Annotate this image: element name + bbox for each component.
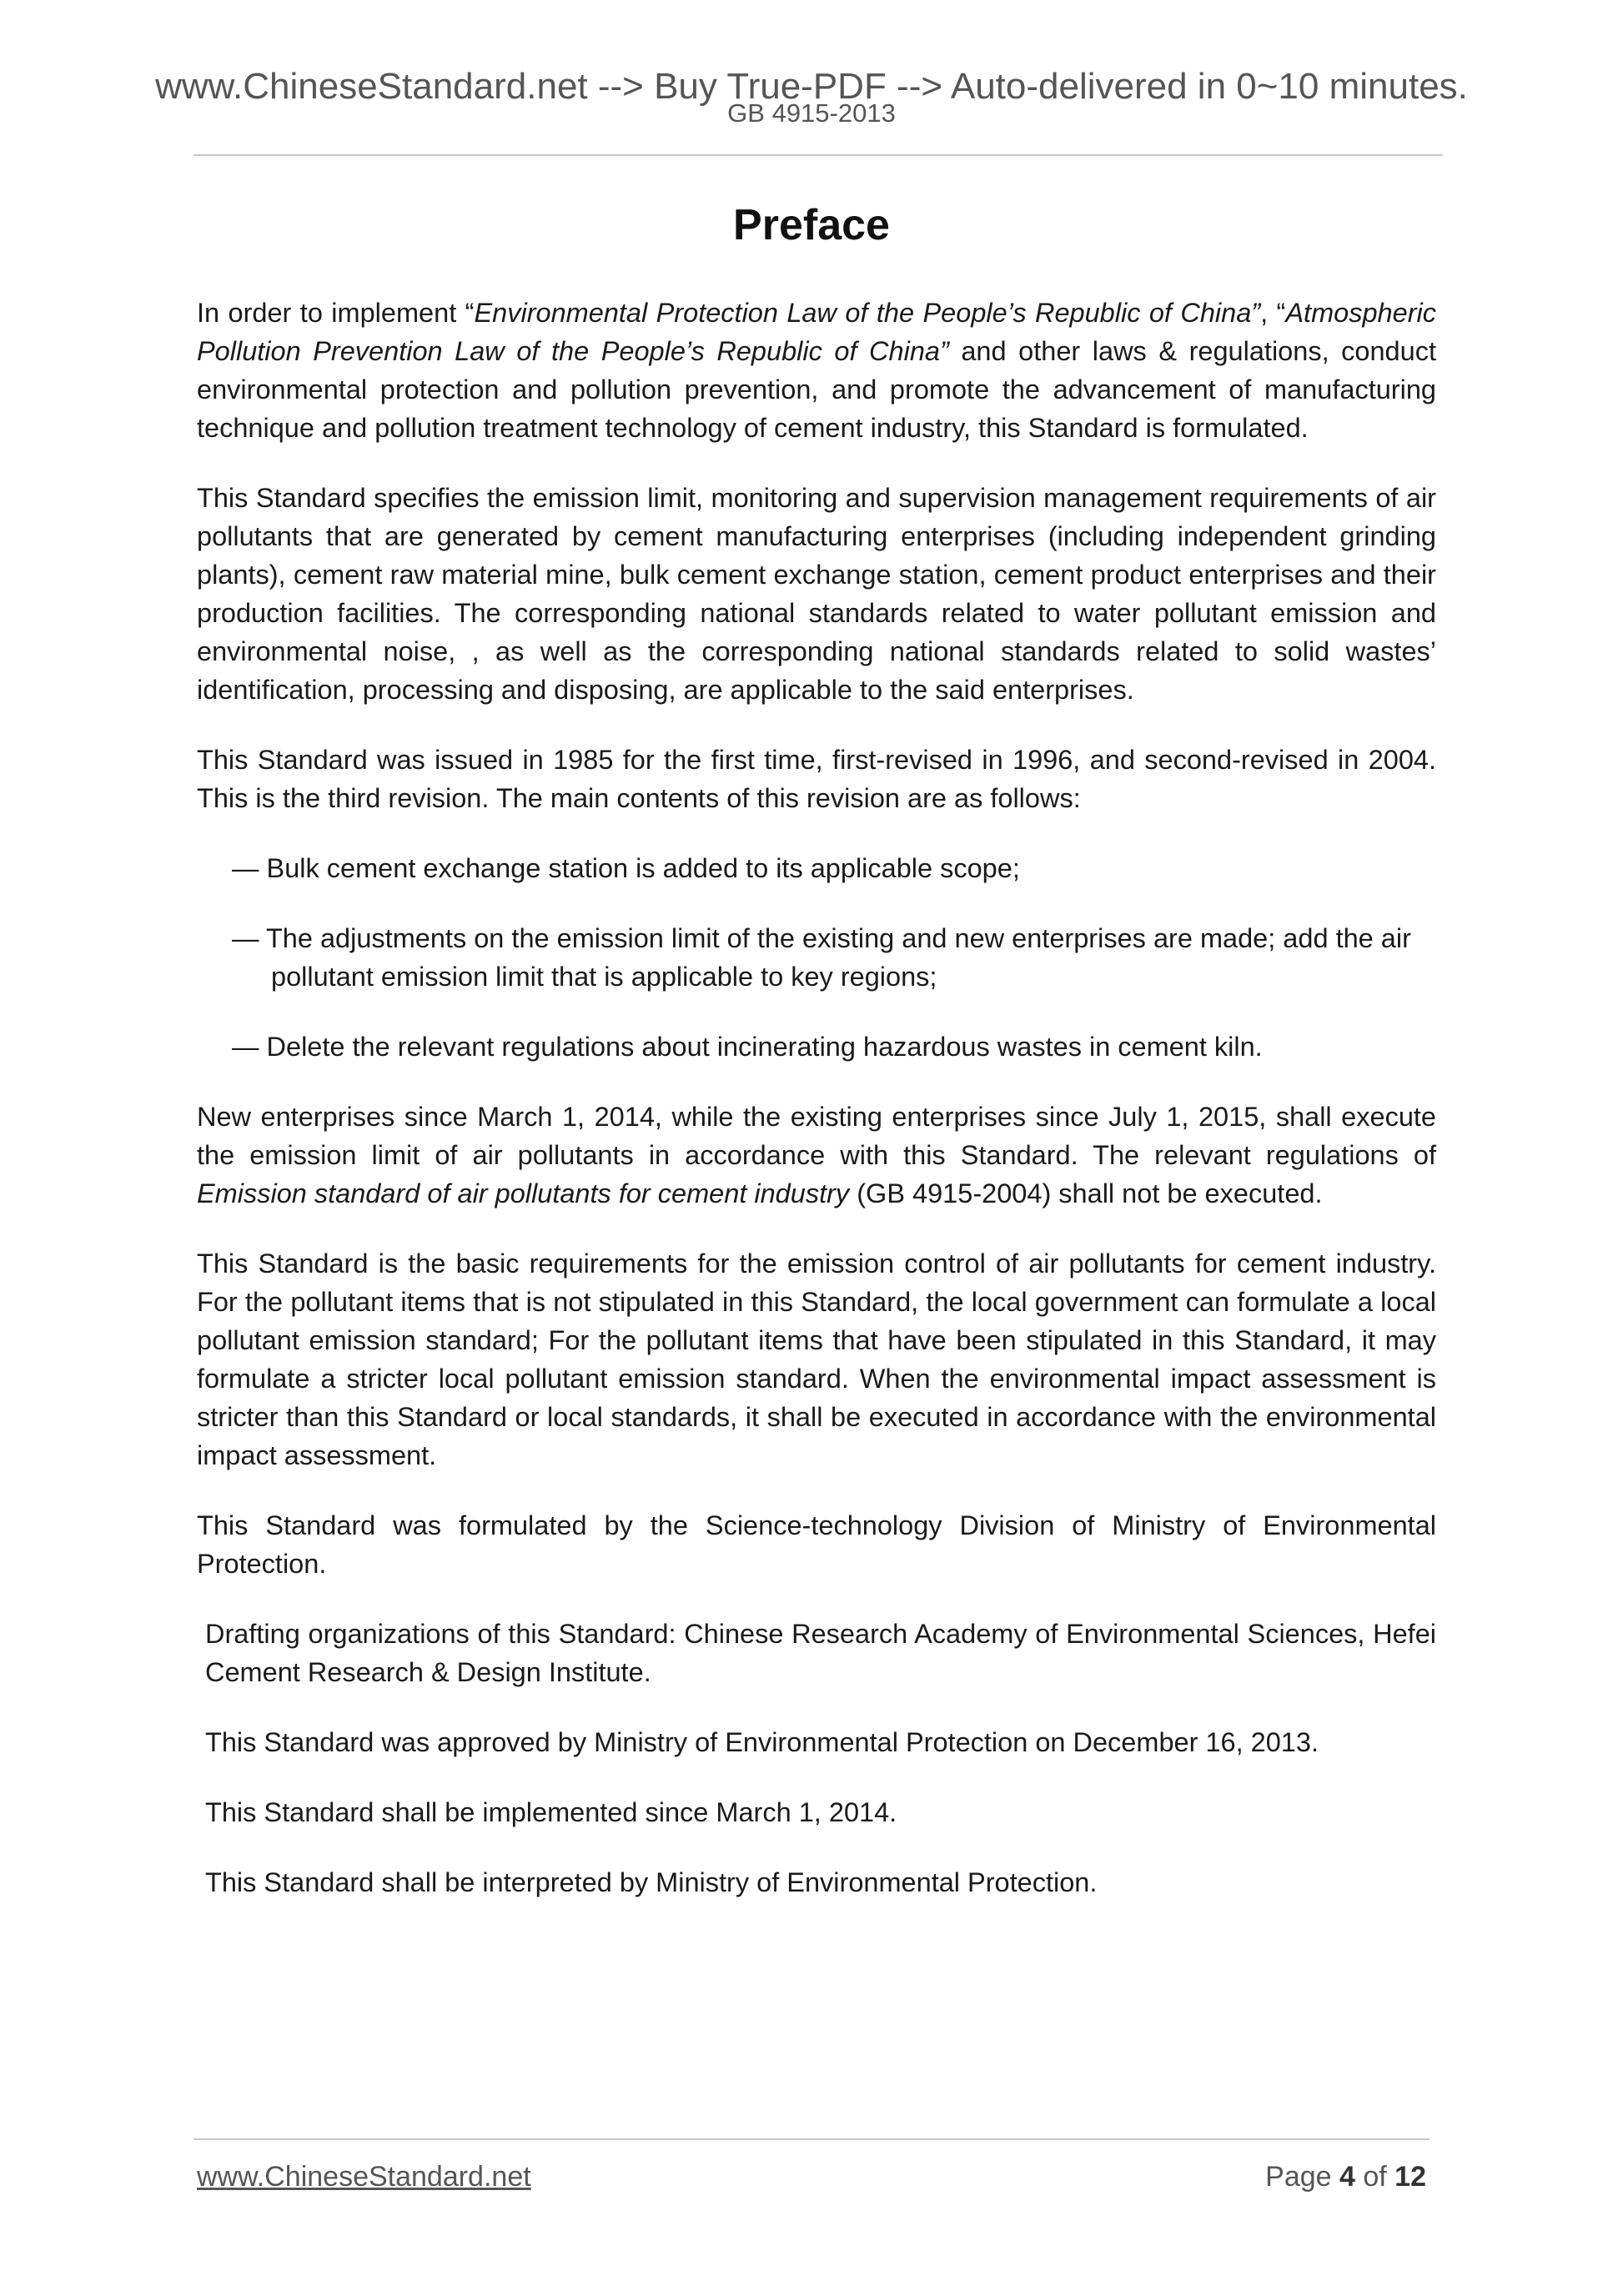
law-title-atmospheric-pollution: Atmospheric Pollution Prevention Law of the People’s Republic of China” xyxy=(197,298,1436,366)
paragraph-interpretation: This Standard shall be interpreted by Ministry of Environmental Protection. xyxy=(205,1867,1098,1897)
paragraph-implementation-date: This Standard shall be implemented since March 1, 2014. xyxy=(205,1797,897,1827)
paragraph-implementation xyxy=(197,1098,1436,1213)
law-title-environmental-protection: Environmental Protection Law of the People’s Republic of China” xyxy=(474,298,1261,328)
revision-item-hazardous-wastes: — Delete the relevant regulations about incinerating hazardous wastes in cement kiln. xyxy=(232,1032,1263,1062)
page-number-separator: of xyxy=(1354,2161,1395,2193)
paragraph-basic-requirements: This Standard is the basic requirements for the emission control of air pollutants for cement industry. For the pollutant items that is not stipulated in this Standard, the local government can formulate a local pollutant emission standard; For the pollutant items that have been stipulated in this Standard, it may formulate a stricter local pollutant emission standard. When the environmental impact assessment is stricter than this Standard or local standards, it shall be executed in accordance with the environmental impact assessment. xyxy=(197,1248,1436,1470)
text-run: New enterprises since March 1, 2014, while the existing enterprises since July 1, 2015, shall execute the emission limit of air pollutants in accordance with this Standard. The relevant regulations of xyxy=(197,1102,1436,1170)
footer-website-link[interactable]: www.ChineseStandard.net xyxy=(197,2161,531,2193)
preface-body xyxy=(197,294,1436,1933)
page-number-current: 4 xyxy=(1339,2161,1355,2193)
page-number-total: 12 xyxy=(1394,2161,1426,2193)
footer-divider xyxy=(193,2138,1430,2140)
revision-item-emission-limit: — The adjustments on the emission limit of the existing and new enterprises are made; add the air pollutant emission limit that is applicable to key regions; xyxy=(232,923,1411,992)
paragraph-scope: This Standard specifies the emission limit, monitoring and supervision management requirements of air pollutants that are generated by cement manufacturing enterprises (including independent grinding plants), cement raw material mine, bulk cement exchange station, cement product enterprises and their production facilities. The corresponding national standards related to water pollutant emission and environmental noise, , as well as the corresponding national standards related to solid wastes’ identification, processing and disposing, are applicable to the said enterprises. xyxy=(197,483,1436,705)
header-divider xyxy=(193,154,1443,156)
referenced-standard-title: Emission standard of air pollutants for cement industry xyxy=(197,1178,850,1208)
paragraph-drafting-organizations: Drafting organizations of this Standard: Chinese Research Academy of Environmental Sciences, Hefei Cement Research & Design Institute. xyxy=(205,1619,1436,1687)
text-run: , “ xyxy=(1260,298,1286,328)
paragraph-revision-history: This Standard was issued in 1985 for the first time, first-revised in 1996, and second-revised in 2004. This is the third revision. The main contents of this revision are as follows: xyxy=(197,745,1436,813)
revision-item-scope: — Bulk cement exchange station is added to its applicable scope; xyxy=(232,853,1020,883)
paragraph-approval: This Standard was approved by Ministry of Environmental Protection on December 16, 2013. xyxy=(205,1727,1319,1757)
text-run: In order to implement “ xyxy=(197,298,475,328)
page-number xyxy=(1265,2160,1426,2193)
document-code: GB 4915-2013 xyxy=(727,98,896,128)
header-banner: www.ChineseStandard.net --> Buy True-PDF --> Auto-delivered in 0~10 minutes. xyxy=(155,66,1468,107)
text-run: (GB 4915-2004) shall not be executed. xyxy=(849,1178,1323,1208)
page-number-prefix: Page xyxy=(1265,2161,1339,2193)
paragraph-formulated-by: This Standard was formulated by the Science-technology Division of Ministry of Environmental Protection. xyxy=(197,1510,1436,1579)
paragraph-purpose xyxy=(197,294,1436,447)
text-run: and other laws & regulations, conduct environmental protection and pollution prevention, and promote the advancement of manufacturing technique and pollution treatment technology of cement industry, this Standard is formulated. xyxy=(197,336,1436,443)
page-title: Preface xyxy=(733,201,890,249)
